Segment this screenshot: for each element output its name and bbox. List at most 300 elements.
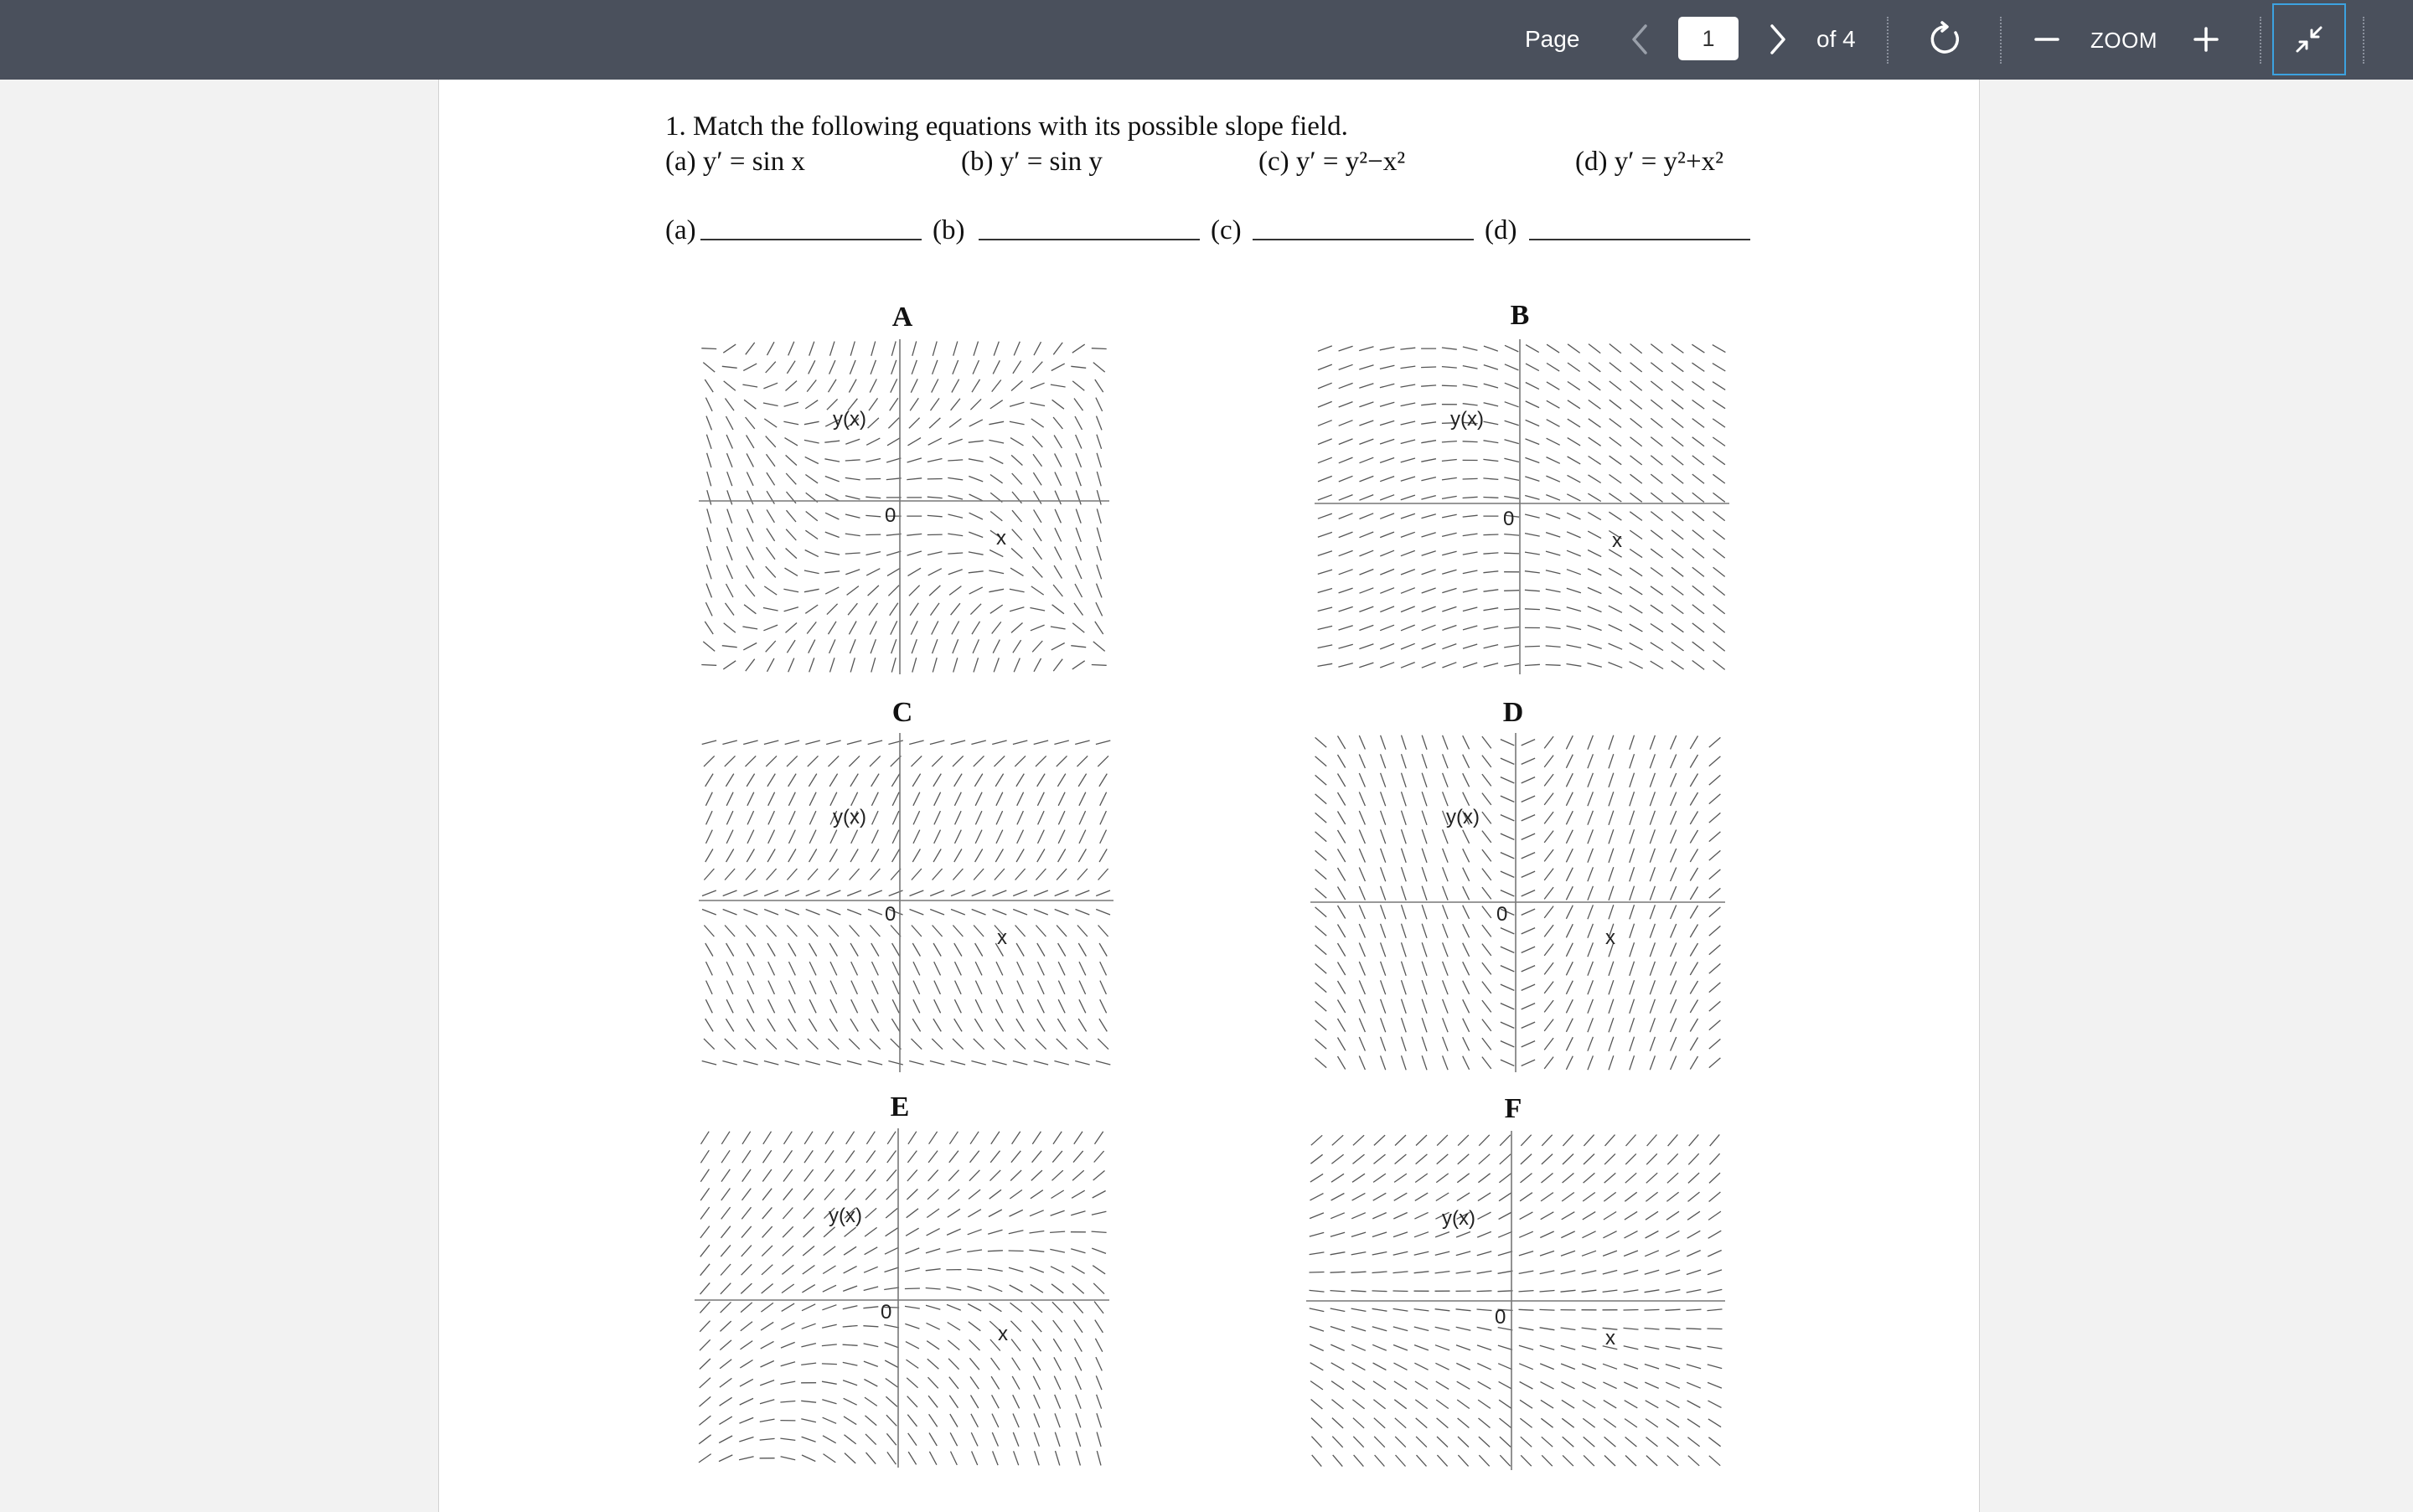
slope-segment	[909, 741, 923, 745]
slope-segment	[1331, 1291, 1346, 1292]
slope-segment	[1352, 1193, 1366, 1200]
slope-segment	[822, 1364, 837, 1365]
slope-segment	[913, 792, 920, 806]
slope-segment	[1540, 1309, 1555, 1310]
slope-segment	[970, 604, 981, 615]
slope-segment	[1310, 1213, 1324, 1219]
slope-segment	[1588, 849, 1594, 863]
slope-segment	[988, 1268, 1003, 1271]
slope-segment	[1078, 1019, 1086, 1031]
slope-segment	[1017, 981, 1024, 994]
slope-segment	[741, 1226, 752, 1238]
slope-segment	[781, 1457, 796, 1460]
slope-segment	[1645, 1382, 1658, 1388]
slope-segment	[1463, 962, 1470, 975]
slope-segment	[1036, 1039, 1046, 1050]
slope-segment	[1562, 1193, 1574, 1202]
slope-segment	[1501, 758, 1514, 764]
slope-segment	[1331, 1154, 1343, 1164]
slope-segment	[700, 1207, 710, 1220]
slope-segment	[1630, 662, 1643, 668]
slope-segment	[1456, 1232, 1470, 1238]
slope-segment	[824, 459, 840, 462]
slope-segment	[931, 398, 940, 410]
slope-segment	[929, 1414, 938, 1427]
slope-segment	[1589, 344, 1600, 353]
slope-segment	[742, 1169, 751, 1182]
slope-segment	[1052, 1151, 1062, 1163]
slope-segment	[801, 1401, 816, 1402]
slope-segment	[1709, 963, 1721, 973]
slope-segment	[1010, 421, 1025, 425]
slope-segment	[1096, 910, 1110, 916]
slope-segment	[1422, 773, 1427, 787]
slope-segment	[1381, 1055, 1386, 1070]
slope-segment	[744, 890, 758, 896]
slope-segment	[1315, 832, 1327, 842]
slope-segment	[989, 457, 1003, 463]
slope-segment	[951, 603, 960, 615]
slope-segment	[1671, 981, 1677, 995]
slope-segment	[1690, 1038, 1697, 1051]
slope-segment	[1402, 849, 1407, 863]
slope-segment	[1667, 1173, 1678, 1183]
slope-segment	[1443, 924, 1449, 938]
slope-segment	[829, 360, 835, 374]
slope-segment	[700, 1302, 710, 1313]
slope-segment	[1500, 1418, 1511, 1427]
slope-segment	[1499, 1381, 1512, 1389]
slope-segment	[721, 1169, 730, 1182]
slope-segment	[1310, 1194, 1324, 1200]
slope-segment	[806, 512, 818, 521]
slope-segment	[975, 981, 982, 994]
field-title-a: A	[877, 302, 927, 333]
slope-segment	[1333, 1455, 1343, 1467]
slope-segment	[886, 551, 901, 555]
slope-segment	[1054, 741, 1068, 745]
slope-segment	[906, 1342, 919, 1349]
slope-segment	[1072, 1266, 1085, 1273]
slope-segment	[1650, 773, 1655, 787]
slope-segment	[1032, 1151, 1042, 1163]
slope-segment	[927, 1209, 939, 1218]
slope-segment	[1501, 833, 1514, 839]
slope-segment	[1482, 1038, 1491, 1050]
slope-segment	[1604, 1153, 1615, 1164]
slope-segment	[1016, 849, 1024, 863]
slope-segment	[744, 400, 756, 409]
slope-segment	[1458, 1135, 1469, 1146]
slope-segment	[1525, 457, 1539, 462]
slope-segment	[1339, 626, 1353, 630]
slope-segment	[954, 792, 961, 806]
slope-segment	[1360, 457, 1374, 463]
slope-segment	[1689, 1134, 1699, 1146]
slope-segment	[1414, 1212, 1428, 1219]
slope-segment	[1331, 1344, 1344, 1350]
slope-segment	[948, 1340, 959, 1350]
slope-segment	[1339, 346, 1353, 351]
slope-segment	[1479, 1154, 1490, 1164]
slope-segment	[787, 510, 797, 522]
slope-segment	[1092, 1231, 1107, 1232]
slope-segment	[1522, 740, 1535, 746]
slope-segment	[871, 774, 879, 787]
slope-segment	[931, 603, 940, 616]
slope-segment	[968, 1230, 982, 1235]
slope-segment	[803, 1189, 814, 1200]
slope-segment	[1709, 1020, 1721, 1030]
slope-segment	[1338, 1056, 1346, 1070]
slope-segment	[1422, 849, 1427, 863]
next-page-button[interactable]	[1757, 18, 1799, 60]
slope-segment	[783, 589, 798, 592]
slope-segment	[1075, 416, 1082, 430]
slope-segment	[908, 1433, 917, 1446]
slope-segment	[1484, 403, 1499, 406]
slope-segment	[785, 438, 798, 446]
previous-page-button[interactable]	[1619, 18, 1661, 60]
slope-segment	[1713, 419, 1725, 427]
slope-segment	[1422, 924, 1427, 938]
slope-segment	[1013, 890, 1027, 896]
slope-segment	[996, 811, 1003, 824]
slope-segment	[1463, 1056, 1470, 1070]
origin-label: 0	[1503, 508, 1514, 530]
slope-segment	[1359, 924, 1365, 938]
slope-segment	[1097, 546, 1101, 560]
slope-segment	[1053, 1132, 1062, 1144]
zoom-in-button[interactable]	[2185, 18, 2227, 60]
slope-segment	[887, 438, 901, 446]
slope-segment	[948, 1209, 960, 1217]
slope-segment	[1540, 1345, 1554, 1349]
slope-segment	[1708, 1251, 1721, 1257]
slope-segment	[1338, 830, 1346, 844]
slope-segment	[1098, 756, 1108, 766]
slope-segment	[1315, 963, 1327, 973]
slope-segment	[1604, 1212, 1616, 1220]
slope-segment	[1651, 363, 1662, 372]
answer-label-c: (c)	[1211, 215, 1242, 246]
slope-segment	[993, 360, 1000, 374]
slope-segment	[826, 1061, 840, 1066]
slope-segment	[1603, 1290, 1618, 1292]
slope-segment	[1318, 532, 1332, 537]
slope-segment	[1055, 453, 1062, 467]
slope-segment	[1566, 849, 1573, 862]
slope-segment	[864, 1267, 878, 1272]
slope-segment	[1541, 1400, 1553, 1408]
slope-segment	[1651, 493, 1662, 502]
slope-segment	[1095, 622, 1103, 634]
slope-segment	[1651, 624, 1663, 632]
slope-segment	[1435, 1272, 1450, 1273]
slope-segment	[948, 553, 963, 554]
slope-segment	[1318, 421, 1332, 426]
slope-segment	[1339, 532, 1353, 538]
slope-segment	[850, 639, 855, 653]
slope-segment	[1519, 1251, 1533, 1256]
slope-segment	[1583, 1212, 1595, 1220]
slope-segment	[1692, 530, 1704, 539]
slope-segment	[865, 1247, 878, 1255]
slope-segment	[741, 1303, 752, 1313]
slope-segment	[1522, 871, 1535, 877]
slope-segment	[1013, 1432, 1019, 1447]
slope-segment	[1421, 367, 1436, 368]
slope-segment	[1589, 381, 1600, 390]
slope-segment	[1415, 1400, 1427, 1409]
slope-segment	[762, 1207, 772, 1219]
slope-segment	[768, 981, 775, 994]
exit-fullscreen-button[interactable]	[2272, 3, 2346, 75]
slope-segment	[746, 585, 755, 596]
slope-segment	[1318, 607, 1332, 612]
slope-segment	[1359, 943, 1365, 957]
slope-segment	[933, 926, 943, 937]
slope-segment	[1072, 344, 1085, 353]
slope-segment	[1588, 811, 1594, 825]
page-number-input[interactable]	[1678, 17, 1739, 60]
slope-segment	[1393, 1251, 1408, 1255]
slope-segment	[1544, 1038, 1553, 1050]
slope-segment	[970, 1376, 979, 1389]
slope-segment	[1338, 1000, 1346, 1014]
slope-segment	[934, 811, 941, 824]
slope-segment	[1588, 663, 1602, 668]
slope-segment	[990, 475, 1003, 483]
field-title-f: F	[1488, 1093, 1538, 1125]
slope-segment	[1463, 515, 1478, 517]
slope-segment	[825, 1150, 834, 1163]
slope-segment	[1401, 588, 1415, 594]
slope-segment	[1372, 1213, 1386, 1219]
slope-segment	[1458, 1418, 1470, 1428]
slope-segment	[721, 1283, 731, 1294]
slope-segment	[1414, 1232, 1429, 1237]
slope-segment	[1031, 1170, 1042, 1180]
slope-segment	[1416, 1135, 1427, 1146]
slope-segment	[1054, 1357, 1062, 1370]
slope-segment	[1359, 755, 1365, 769]
slope-segment	[1568, 457, 1581, 464]
slope-segment	[969, 420, 983, 426]
slope-segment	[1541, 1418, 1553, 1427]
slope-segment	[1651, 344, 1662, 353]
slope-segment	[850, 1019, 858, 1031]
slope-segment	[1443, 886, 1449, 900]
slope-segment	[1339, 439, 1353, 445]
slope-segment	[1077, 869, 1088, 880]
slope-segment	[1525, 496, 1539, 500]
slope-segment	[947, 1304, 961, 1310]
slope-segment	[907, 1378, 917, 1388]
slope-segment	[1625, 1153, 1636, 1164]
slope-segment	[865, 1189, 876, 1200]
slope-segment	[1422, 533, 1436, 537]
slope-segment	[827, 910, 841, 916]
slope-segment	[1567, 513, 1580, 519]
slope-segment	[1566, 755, 1573, 768]
slope-segment	[886, 458, 901, 462]
slope-segment	[1096, 890, 1110, 896]
rotate-button[interactable]	[1924, 18, 1967, 61]
slope-segment	[1402, 792, 1407, 806]
slope-segment	[727, 453, 733, 467]
slope-segment	[1624, 1290, 1639, 1293]
slope-segment	[785, 910, 799, 916]
slope-segment	[1017, 792, 1024, 806]
slope-segment	[1624, 1364, 1638, 1369]
slope-segment	[1318, 663, 1333, 666]
slope-segment	[1498, 1231, 1512, 1237]
slope-segment	[975, 849, 983, 863]
slope-segment	[969, 459, 984, 462]
slope-segment	[1651, 512, 1662, 521]
slope-segment	[1338, 887, 1346, 900]
slope-segment	[1630, 550, 1642, 558]
slope-segment	[1036, 926, 1046, 937]
slope-segment	[1442, 570, 1456, 574]
slope-segment	[1318, 401, 1332, 407]
slope-segment	[845, 570, 860, 575]
slope-segment	[1463, 755, 1470, 768]
slope-segment	[1563, 1455, 1573, 1466]
slope-segment	[1672, 530, 1683, 539]
slope-segment	[1422, 980, 1427, 994]
slope-segment	[884, 1325, 899, 1329]
slope-segment	[1338, 906, 1346, 919]
slope-segment	[1650, 735, 1655, 750]
slope-segment	[1561, 1328, 1576, 1330]
slope-segment	[1630, 381, 1642, 390]
slope-segment	[1630, 437, 1642, 446]
slope-segment	[1076, 910, 1090, 916]
origin-label: 0	[885, 504, 896, 527]
slope-segment	[1671, 868, 1677, 882]
slope-segment	[1687, 1346, 1702, 1349]
slope-segment	[1589, 475, 1601, 483]
slope-segment	[864, 1361, 878, 1366]
slope-segment	[933, 360, 938, 374]
slope-segment	[760, 1419, 775, 1422]
slope-segment	[1713, 456, 1725, 465]
slope-segment	[1604, 1192, 1615, 1201]
slope-segment	[727, 546, 733, 560]
slope-segment	[871, 342, 876, 356]
slope-segment	[933, 774, 941, 787]
slope-segment	[724, 381, 736, 390]
slope-segment	[761, 1341, 774, 1349]
slope-segment	[1463, 943, 1470, 957]
slope-segment	[905, 1288, 920, 1289]
slope-segment	[741, 1341, 753, 1349]
slope-segment	[1630, 829, 1635, 844]
slope-segment	[1667, 1437, 1679, 1447]
slope-segment	[907, 1396, 917, 1407]
slope-segment	[1012, 510, 1022, 522]
slope-segment	[1315, 1039, 1327, 1049]
slope-segment	[992, 1061, 1006, 1066]
slope-segment	[1401, 495, 1415, 500]
slope-segment	[866, 569, 880, 575]
slope-segment	[783, 1246, 793, 1256]
zoom-out-button[interactable]	[2026, 18, 2068, 60]
slope-segment	[1709, 850, 1721, 860]
slope-segment	[1099, 849, 1107, 863]
slope-segment	[786, 549, 797, 559]
slope-segment	[1709, 907, 1721, 917]
slope-segment	[744, 605, 756, 614]
slope-segment	[1609, 886, 1614, 900]
slope-segment	[1315, 775, 1327, 785]
slope-segment	[1051, 364, 1065, 370]
slope-segment	[1484, 627, 1499, 630]
slope-segment	[1482, 1000, 1491, 1012]
slope-segment	[864, 1344, 879, 1347]
slope-segment	[783, 1208, 793, 1220]
slope-segment	[1310, 1308, 1325, 1312]
slope-segment	[1339, 421, 1353, 426]
slope-segment	[705, 1019, 713, 1031]
slope-segment	[1076, 509, 1081, 524]
slope-segment	[809, 943, 817, 957]
slope-segment	[848, 603, 857, 615]
slope-segment	[706, 811, 713, 824]
slope-segment	[1381, 886, 1386, 900]
slope-segment	[804, 440, 819, 443]
slope-segment	[1315, 983, 1327, 993]
slope-segment	[995, 774, 1003, 787]
slope-segment	[764, 910, 778, 916]
slope-segment	[1709, 775, 1721, 785]
slope-segment	[1589, 437, 1601, 446]
slope-segment	[1380, 421, 1394, 425]
slope-segment	[892, 792, 899, 806]
slope-segment	[726, 416, 734, 430]
slope-segment	[991, 1376, 1000, 1389]
slope-segment	[1477, 1309, 1492, 1311]
slope-segment	[1519, 1309, 1534, 1310]
slope-segment	[1031, 1303, 1042, 1313]
slope-segment	[1692, 605, 1704, 614]
slope-segment	[1393, 1272, 1408, 1273]
slope-segment	[1646, 1173, 1657, 1183]
slope-segment	[850, 342, 855, 356]
slope-segment	[768, 999, 775, 1013]
slope-segment	[1054, 565, 1062, 578]
slope-segment	[1096, 1375, 1102, 1390]
slope-segment	[1567, 607, 1581, 612]
slope-segment	[863, 1326, 878, 1327]
slope-segment	[743, 364, 757, 370]
slope-segment	[1050, 1249, 1065, 1252]
slope-segment	[1339, 383, 1353, 388]
slope-segment	[1093, 1171, 1105, 1181]
slope-segment	[1546, 533, 1560, 538]
slope-segment	[1380, 663, 1394, 668]
slope-segment	[1478, 1193, 1491, 1201]
slope-segment	[1588, 1018, 1594, 1032]
slope-segment	[907, 478, 922, 480]
slope-segment	[969, 1339, 980, 1350]
slope-segment	[1499, 1400, 1511, 1408]
slope-segment	[1519, 1364, 1533, 1370]
slope-segment	[953, 926, 963, 937]
slope-segment	[996, 830, 1003, 844]
